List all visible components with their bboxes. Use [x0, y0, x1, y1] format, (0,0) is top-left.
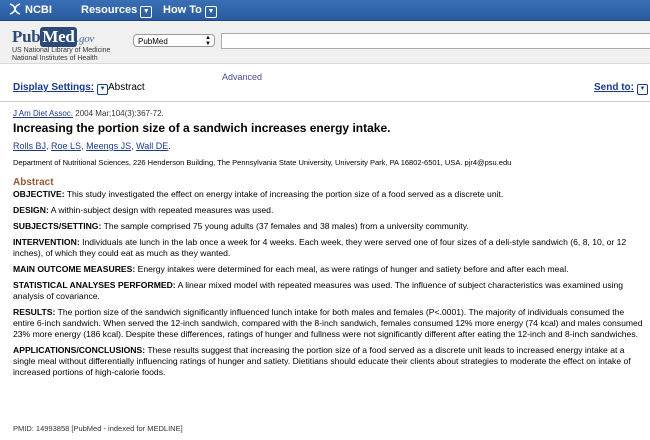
abstract-section-objective: [13, 189, 643, 200]
nlm-line-2: National Institutes of Health: [12, 55, 98, 62]
how-to-menu[interactable]: [163, 4, 217, 18]
database-select-value: PubMed: [138, 37, 168, 46]
abstract-body: [13, 189, 643, 383]
ncbi-logo[interactable]: [8, 3, 52, 16]
display-settings-label: Display Settings:: [13, 82, 95, 93]
chevron-down-icon: ▼: [637, 84, 648, 95]
abstract-section-intervention: [13, 237, 643, 259]
abstract-section-statistics: [13, 280, 643, 302]
section-label: INTERVENTION:: [13, 237, 80, 247]
section-text: These results suggest that increasing the portion size of a food served as a discrete unit leads to increased energy intake at a single meal without differentially influencing ratings of hunger and satiety. Dietitians should educate their clients about strategies to moderate the effect on intake of increased portions of high-calorie foods.: [13, 345, 631, 377]
display-format: Abstract: [108, 82, 145, 93]
send-to-button[interactable]: [594, 82, 648, 95]
settings-bar: [0, 75, 650, 102]
section-label: APPLICATIONS/CONCLUSIONS:: [13, 345, 146, 355]
section-text: Individuals ate lunch in the lab once a week for 4 weeks. Each week, they were served one of four sizes of a deli-style sandwich (6, 8, 10, or 12 inches), of which they could eat as much as they wanted.: [13, 237, 627, 258]
section-text: Energy intakes were determined for each meal, as were ratings of hunger and satiety before and after each meal.: [135, 264, 569, 274]
search-input[interactable]: [221, 33, 650, 49]
abstract-section-outcome: [13, 264, 643, 275]
section-text: The sample comprised 75 young adults (37 females and 38 males) from a university community.: [101, 221, 469, 231]
resources-menu-label: Resources: [81, 4, 138, 16]
pubmed-logo-gov: .gov: [76, 33, 94, 45]
section-text: The portion size of the sandwich significantly influenced lunch intake for both males and females (P<.0001). The majority of individuals consumed the entire 6-inch sandwich. When served the 12-inch sandwich, compared with the 8-inch sandwich, females consumed 12% more energy (74 kcal) and males consumed 23% more energy (186 kcal). Despite these differences, ratings of hunger and fullness were not significantly different after eating the 12-inch and 8-inch sandwiches.: [13, 307, 643, 339]
citation: [13, 109, 164, 118]
section-text: A within-subject design with repeated measures was used.: [48, 205, 274, 215]
chevron-down-icon: ▼: [97, 84, 108, 95]
section-label: RESULTS:: [13, 307, 56, 317]
pubmed-logo[interactable]: [12, 27, 94, 47]
section-label: DESIGN:: [13, 205, 49, 215]
section-label: OBJECTIVE:: [13, 189, 65, 199]
chevron-down-icon: ▼: [140, 6, 152, 18]
author-link[interactable]: Meengs JS: [86, 141, 132, 151]
pmid: PMID: 14993858 [PubMed - indexed for MEDLINE]: [13, 424, 183, 433]
section-text: This study investigated the effect on energy intake of increasing the portion size of a food served as a discrete unit.: [64, 189, 504, 199]
author-link[interactable]: Wall DE: [136, 141, 169, 151]
database-select[interactable]: [133, 34, 215, 47]
section-text: A linear mixed model with repeated measures was used. The influence of subject characteristics was examined using analysis of covariance.: [13, 280, 624, 301]
nlm-subtitle: [12, 47, 110, 63]
select-arrows-icon: ▲ ▼: [205, 35, 211, 47]
pubmed-logo-med: Med: [42, 27, 75, 46]
chevron-down-icon: ▼: [205, 6, 217, 18]
affiliation: Department of Nutritional Sciences, 226 Henderson Building, The Pennsylvania State University, University Park, PA 16802-6501, USA. pjr4@psu.edu: [13, 158, 512, 167]
display-settings-button[interactable]: [13, 82, 108, 95]
resources-menu[interactable]: [81, 4, 152, 18]
abstract-heading: Abstract: [13, 177, 54, 188]
section-label: MAIN OUTCOME MEASURES:: [13, 264, 136, 274]
section-label: STATISTICAL ANALYSES PERFORMED:: [13, 280, 176, 290]
author-list: Rolls BJ, Roe LS, Meengs JS, Wall DE.: [13, 141, 171, 151]
author-link[interactable]: Rolls BJ: [13, 141, 47, 151]
dna-icon: [8, 3, 22, 15]
pubmed-logo-pub: Pub: [12, 27, 41, 46]
journal-link[interactable]: J Am Diet Assoc.: [13, 109, 74, 118]
pubmed-header: [0, 21, 650, 82]
citation-details: 2004 Mar;104(3):367-72.: [73, 109, 164, 118]
abstract-section-results: [13, 307, 643, 340]
advanced-search-link[interactable]: Advanced: [222, 72, 263, 82]
abstract-section-conclusions: [13, 345, 643, 378]
ncbi-logo-text: NCBI: [25, 4, 52, 16]
abstract-section-subjects: [13, 221, 643, 232]
how-to-menu-label: How To: [163, 4, 202, 16]
send-to-label: Send to:: [594, 82, 634, 93]
ncbi-topbar: [0, 0, 650, 21]
nlm-line-1: US National Library of Medicine: [12, 47, 111, 54]
abstract-section-design: [13, 205, 643, 216]
article-title: Increasing the portion size of a sandwich increases energy intake.: [13, 121, 391, 135]
section-label: SUBJECTS/SETTING:: [13, 221, 102, 231]
author-link[interactable]: Roe LS: [51, 141, 82, 151]
